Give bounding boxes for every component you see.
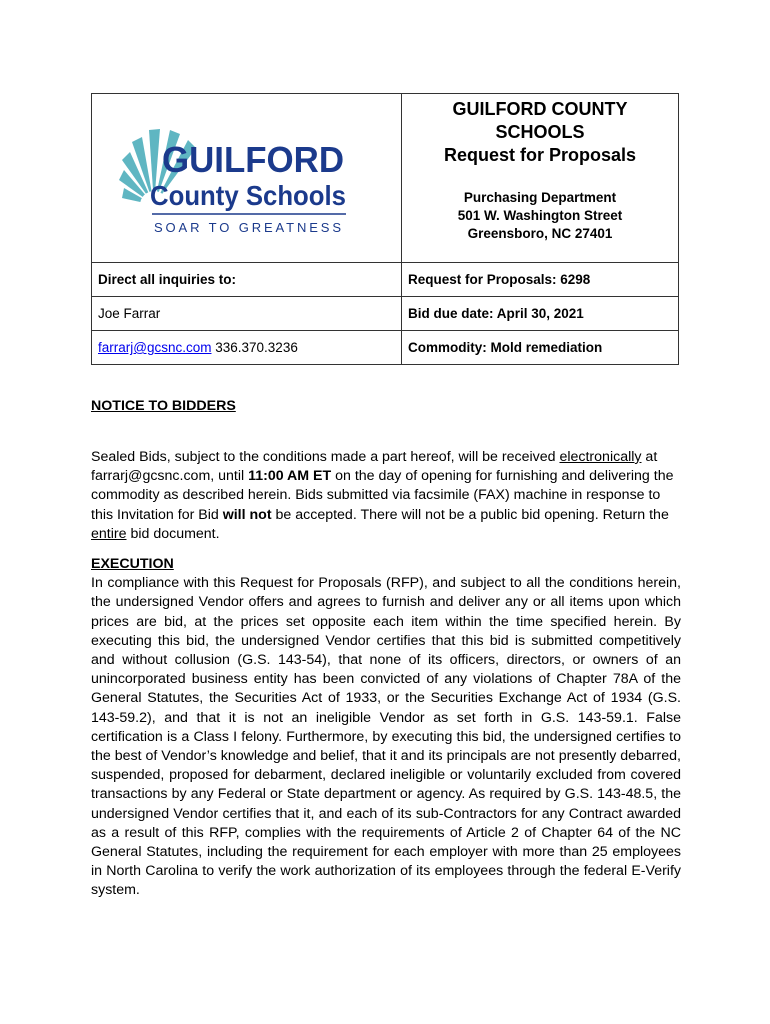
- commodity: Commodity: Mold remediation: [402, 331, 679, 365]
- logo-tagline: SOAR TO GREATNESS: [154, 220, 344, 235]
- notice-text-e: bid document.: [126, 525, 220, 542]
- dept-name: Purchasing Department: [463, 190, 617, 205]
- contact-email-link[interactable]: farrarj@gcsnc.com: [98, 340, 212, 355]
- rfp-number: Request for Proposals: 6298: [402, 263, 679, 297]
- notice-paragraph: [91, 448, 681, 544]
- execution-paragraph: In compliance with this Request for Proposals (RFP), and subject to all the conditions herein, the undersigned Vendor offers and agrees to furnish and deliver any or all items upon which prices are bid, at the prices set opposite each item within the time specified herein. By executing this bid, the undersigned Vendor certifies that this bid is submitted competitively and without collusion (G.S. 143-54), that none of its officers, directors, or owners of an unincorporated business entity has been convicted of any violations of Chapter 78A of the General Statutes, the Securities Act of 1933, or the Securities Exchange Act of 1934 (G.S. 143-59.2), and that it is not an ineligible Vendor as set forth in G.S. 143-59.1. False certification is a Class I felony. Furthermore, by executing this bid, the undersigned certifies to the best of Vendor’s knowledge and belief, that it and its principals are not presently debarred, suspended, proposed for debarment, declared ineligible or voluntarily excluded from covered transactions by any Federal or State department or agency. As required by G.S. 143-48.5, the undersigned Vendor certifies that it, and each of its sub-Contractors for any Contract awarded as a result of this RFP, complies with the requirements of Article 2 of Chapter 64 of the NC General Statutes, including the requirement for each employer with more than 25 employees in North Carolina to verify the work authorization of its employees through the federal E-Verify system.: [91, 575, 681, 899]
- notice-text-d: be accepted. There will not be a public bid opening. Return the: [271, 506, 669, 523]
- notice-text-c: on the day of opening for furnishing and delivering the commodity as described herein. Bids submitted via facsimile (FAX) machine in response to this Invitation for Bid: [91, 468, 674, 523]
- contact-phone: 336.370.3236: [215, 340, 298, 355]
- notice-will-not: will not: [222, 506, 272, 523]
- dept-city: Greensboro, NC 27401: [467, 226, 613, 241]
- execution-title: EXECUTION: [91, 556, 174, 572]
- dept-street: 501 W. Washington Street: [457, 208, 623, 223]
- contact-name: Joe Farrar: [92, 297, 402, 331]
- dept-address: [408, 189, 672, 243]
- doc-type: Request for Proposals: [443, 145, 637, 165]
- execution-section: [91, 555, 681, 901]
- notice-entire: entire: [91, 525, 127, 542]
- logo-word-guilford: GUILFORD: [162, 139, 344, 180]
- contact-info: [92, 331, 402, 365]
- logo-word-county-schools: County Schools: [150, 180, 346, 211]
- header-table: [91, 93, 679, 365]
- gcs-logo: [114, 110, 374, 240]
- logo-cell: [92, 94, 402, 263]
- notice-time: 11:00 AM ET: [248, 468, 332, 485]
- inquiries-label: Direct all inquiries to:: [92, 263, 402, 297]
- title-cell: [402, 94, 679, 263]
- org-line-2: SCHOOLS: [495, 122, 585, 142]
- org-title: [408, 98, 672, 167]
- notice-text-a: Sealed Bids, subject to the conditions made a part hereof, will be received: [91, 449, 560, 465]
- bid-due-date: Bid due date: April 30, 2021: [402, 297, 679, 331]
- notice-title: NOTICE TO BIDDERS: [91, 398, 236, 414]
- notice-electronically: electronically: [559, 449, 642, 465]
- org-line-1: GUILFORD COUNTY: [452, 99, 628, 119]
- notice-text-b: at farrarj@gcsnc.com, until: [91, 449, 658, 485]
